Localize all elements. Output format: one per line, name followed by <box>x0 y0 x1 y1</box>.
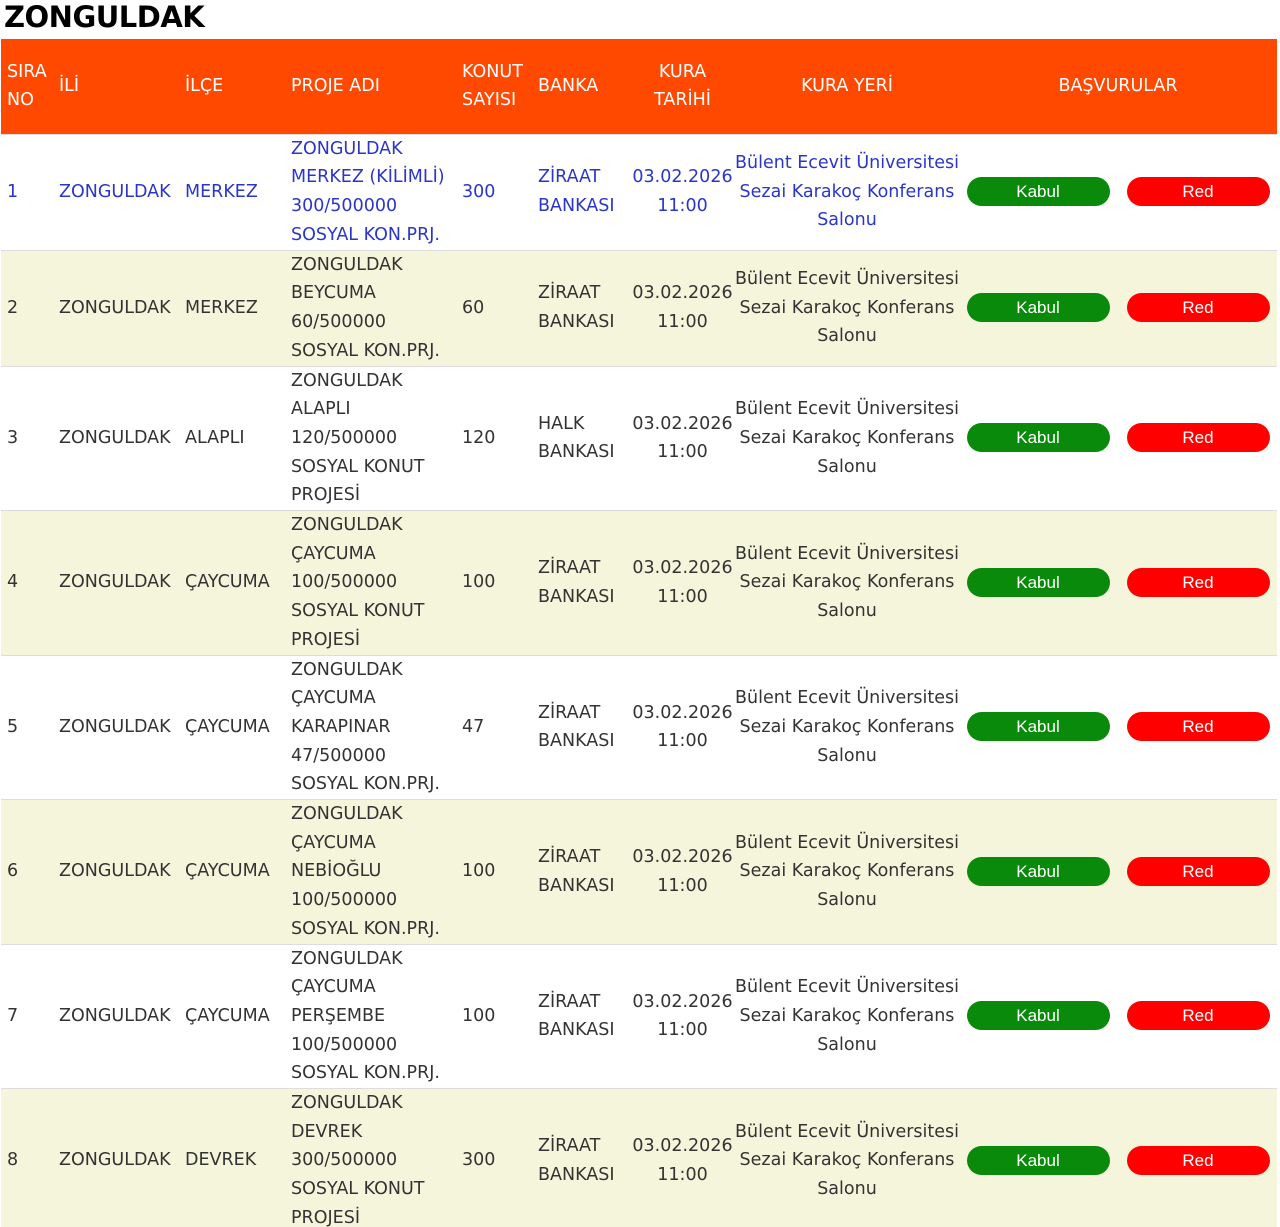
row-ilce: ÇAYCUMA <box>185 861 270 882</box>
row-kura-tarihi: 03.02.2026 11:00 <box>632 847 733 896</box>
row-proje-adi: ZONGULDAK BEYCUMA 60/500000 SOSYAL KON.PRJ. <box>291 254 440 361</box>
row-konut-sayisi: 120 <box>462 427 496 448</box>
row-kura-tarihi: 03.02.2026 11:00 <box>632 413 733 463</box>
row-konut-sayisi: 100 <box>462 572 496 593</box>
row-banka: ZİRAAT BANKASI <box>538 847 615 896</box>
row-basvurular <box>959 511 1277 656</box>
row-basvurular <box>959 366 1277 511</box>
row-konut-sayisi: 100 <box>462 1005 496 1026</box>
row-basvurular <box>959 1089 1277 1227</box>
header-sira-no: SIRA NO <box>7 62 47 111</box>
header-kura-tarihi: KURA TARİHİ <box>654 62 711 111</box>
row-proje-adi: ZONGULDAK DEVREK 300/500000 SOSYAL KONUT PROJESİ <box>291 1093 425 1227</box>
header-ilce: İLÇE <box>185 76 224 97</box>
row-banka: HALK BANKASI <box>538 413 615 463</box>
row-proje-adi: ZONGULDAK ÇAYCUMA 100/500000 SOSYAL KONUT PROJESİ <box>291 515 425 650</box>
row-kura-yeri: Bülent Ecevit Üniversitesi Sezai Karakoç Konferans Salonu <box>735 688 959 766</box>
row-konut-sayisi: 47 <box>462 716 485 737</box>
header-proje-adi: PROJE ADI <box>291 76 380 97</box>
row-proje-adi: ZONGULDAK ÇAYCUMA KARAPINAR 47/500000 SOSYAL KON.PRJ. <box>291 659 440 795</box>
table-row <box>1 655 1277 800</box>
table-header-row <box>1 39 1277 134</box>
row-sira-no: 1 <box>7 181 19 202</box>
row-kura-tarihi: 03.02.2026 11:00 <box>632 558 733 607</box>
row-proje-adi[interactable]: ZONGULDAK MERKEZ (KİLİMLİ) 300/500000 SOSYAL KON.PRJ. <box>291 138 445 245</box>
row-ilce[interactable]: MERKEZ <box>185 181 258 202</box>
row-sira-no: 4 <box>7 572 19 593</box>
row-kura-tarihi: 03.02.2026 11:00 <box>632 702 733 752</box>
kabul-button[interactable]: Kabul <box>967 857 1110 886</box>
row-kura-yeri[interactable]: Bülent Ecevit Üniversitesi Sezai Karakoç Konferans Salonu <box>735 152 959 231</box>
red-button[interactable]: Red <box>1127 857 1270 886</box>
row-basvurular <box>959 800 1277 945</box>
row-sira-no: 2 <box>7 297 19 318</box>
kabul-button[interactable]: Kabul <box>967 1146 1110 1175</box>
red-button[interactable]: Red <box>1127 712 1270 741</box>
table-row <box>1 134 1277 250</box>
row-il: ZONGULDAK <box>59 297 171 318</box>
page-title: ZONGULDAK <box>4 0 205 34</box>
row-banka: ZİRAAT BANKASI <box>538 283 615 332</box>
row-ilce: MERKEZ <box>185 297 258 318</box>
header-kura-yeri: KURA YERİ <box>801 76 893 97</box>
row-ilce: ÇAYCUMA <box>185 572 270 593</box>
header-konut-sayisi: KONUT SAYISI <box>462 62 523 111</box>
row-kura-tarihi: 03.02.2026 11:00 <box>632 991 733 1041</box>
row-ilce: ALAPLI <box>185 427 245 448</box>
row-konut-sayisi: 100 <box>462 861 496 882</box>
kabul-button[interactable]: Kabul <box>967 177 1110 206</box>
row-ilce: ÇAYCUMA <box>185 1005 270 1026</box>
table-row <box>1 1089 1277 1227</box>
red-button[interactable]: Red <box>1127 1146 1270 1175</box>
row-kura-yeri: Bülent Ecevit Üniversitesi Sezai Karakoç Konferans Salonu <box>735 832 959 911</box>
row-kura-yeri: Bülent Ecevit Üniversitesi Sezai Karakoç Konferans Salonu <box>735 977 959 1055</box>
kabul-button[interactable]: Kabul <box>967 712 1110 741</box>
header-banka: BANKA <box>538 76 599 97</box>
row-basvurular <box>959 134 1277 250</box>
row-il: ZONGULDAK <box>59 427 171 448</box>
row-il: ZONGULDAK <box>59 1150 171 1171</box>
row-kura-tarihi: 03.02.2026 11:00 <box>632 1136 733 1185</box>
row-sira-no: 7 <box>7 1005 19 1026</box>
row-basvurular <box>959 250 1277 366</box>
row-banka: ZİRAAT BANKASI <box>538 558 615 607</box>
table-row <box>1 366 1277 511</box>
row-kura-yeri: Bülent Ecevit Üniversitesi Sezai Karakoç Konferans Salonu <box>735 268 959 347</box>
row-kura-tarihi: 03.02.2026 11:00 <box>632 283 733 332</box>
kabul-button[interactable]: Kabul <box>967 293 1110 322</box>
row-konut-sayisi: 60 <box>462 297 485 318</box>
row-basvurular <box>959 944 1277 1089</box>
row-banka[interactable]: ZİRAAT BANKASI <box>538 167 615 216</box>
row-proje-adi: ZONGULDAK ALAPLI 120/500000 SOSYAL KONUT PROJESİ <box>291 370 425 506</box>
row-konut-sayisi: 300 <box>462 1150 496 1171</box>
row-sira-no: 8 <box>7 1150 19 1171</box>
projects-table <box>1 39 1277 1227</box>
row-il: ZONGULDAK <box>59 572 171 593</box>
kabul-button[interactable]: Kabul <box>967 1001 1110 1030</box>
header-ili: İLİ <box>59 76 80 97</box>
table-row <box>1 944 1277 1089</box>
row-ilce: ÇAYCUMA <box>185 716 270 737</box>
row-sira-no: 5 <box>7 716 19 737</box>
row-konut-sayisi: 300 <box>462 181 496 202</box>
kabul-button[interactable]: Kabul <box>967 568 1110 597</box>
row-banka: ZİRAAT BANKASI <box>538 1136 615 1185</box>
row-il: ZONGULDAK <box>59 716 171 737</box>
table-row <box>1 511 1277 656</box>
row-proje-adi: ZONGULDAK ÇAYCUMA PERŞEMBE 100/500000 SOSYAL KON.PRJ. <box>291 948 440 1084</box>
red-button[interactable]: Red <box>1127 568 1270 597</box>
row-ilce: DEVREK <box>185 1150 257 1171</box>
row-il[interactable]: ZONGULDAK <box>59 181 171 202</box>
row-sira-no: 6 <box>7 861 19 882</box>
red-button[interactable]: Red <box>1127 1001 1270 1030</box>
row-kura-yeri: Bülent Ecevit Üniversitesi Sezai Karakoç Konferans Salonu <box>735 543 959 622</box>
row-il: ZONGULDAK <box>59 861 171 882</box>
row-proje-adi: ZONGULDAK ÇAYCUMA NEBİOĞLU 100/500000 SOSYAL KON.PRJ. <box>291 804 440 939</box>
table-row <box>1 250 1277 366</box>
header-basvurular: BAŞVURULAR <box>1058 76 1178 97</box>
row-il: ZONGULDAK <box>59 1005 171 1026</box>
row-banka: ZİRAAT BANKASI <box>538 991 615 1041</box>
red-button[interactable]: Red <box>1127 423 1270 452</box>
row-basvurular <box>959 655 1277 800</box>
row-kura-tarihi[interactable]: 03.02.2026 11:00 <box>632 167 733 216</box>
kabul-button[interactable]: Kabul <box>967 423 1110 452</box>
row-sira-no: 3 <box>7 427 19 448</box>
row-banka: ZİRAAT BANKASI <box>538 702 615 752</box>
table-row <box>1 800 1277 945</box>
red-button[interactable]: Red <box>1127 177 1270 206</box>
red-button[interactable]: Red <box>1127 293 1270 322</box>
row-kura-yeri: Bülent Ecevit Üniversitesi Sezai Karakoç Konferans Salonu <box>735 399 959 477</box>
row-kura-yeri: Bülent Ecevit Üniversitesi Sezai Karakoç Konferans Salonu <box>735 1121 959 1200</box>
